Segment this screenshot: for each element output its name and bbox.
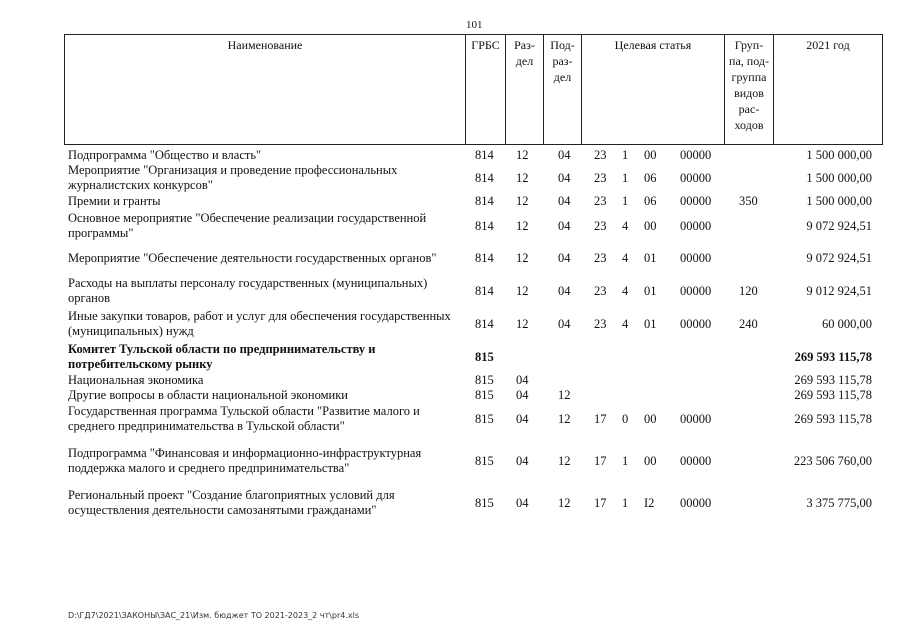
cell-sum: 3 375 775,00 <box>806 496 872 510</box>
cell-podrazdel: 04 <box>558 194 571 208</box>
cell-name-line: поддержка малого и среднего предпринимательства" <box>68 461 350 475</box>
cell-target-3: 06 <box>644 194 657 208</box>
cell-name-line: Государственная программа Тульской области "Развитие малого и <box>68 404 420 418</box>
cell-name-line: (муниципальных) нужд <box>68 324 194 338</box>
cell-razdel: 04 <box>516 412 529 426</box>
cell-target-3: 00 <box>644 148 657 162</box>
header-razdel-line: дел <box>515 54 534 68</box>
cell-grbs: 814 <box>475 148 494 162</box>
page-number: 101 <box>466 19 483 31</box>
cell-grbs: 815 <box>475 350 494 364</box>
cell-name-line: программы" <box>68 226 134 240</box>
cell-target-1: 23 <box>594 284 607 298</box>
cell-name <box>68 488 468 518</box>
cell-razdel: 04 <box>516 496 529 510</box>
cell-target-3: 00 <box>644 412 657 426</box>
cell-sum: 9 072 924,51 <box>806 219 872 233</box>
cell-podrazdel: 04 <box>558 251 571 265</box>
header-group-line: Груп- <box>734 38 764 52</box>
header-name-text: Наименование <box>227 38 303 52</box>
cell-sum: 269 593 115,78 <box>794 350 872 364</box>
header-podrazdel <box>543 35 581 144</box>
cell-target-2: 1 <box>622 454 629 468</box>
cell-name-line: среднего предпринимательства в Тульской области" <box>68 419 345 433</box>
cell-podrazdel: 04 <box>558 284 571 298</box>
header-group <box>724 35 773 144</box>
cell-target-4: 00000 <box>680 171 712 185</box>
table-row <box>0 251 905 266</box>
header-razdel-line: Раз- <box>514 38 535 52</box>
table-row <box>0 309 905 339</box>
header-target-text: Целевая статья <box>614 38 692 52</box>
header-group-line: па, под- <box>729 54 769 68</box>
cell-sum: 1 500 000,00 <box>806 148 872 162</box>
cell-target-4: 00000 <box>680 412 712 426</box>
cell-razdel: 04 <box>516 388 529 402</box>
cell-target-2: 1 <box>622 496 629 510</box>
cell-grbs: 814 <box>475 251 494 265</box>
table-row <box>0 163 905 193</box>
cell-target-1: 17 <box>594 412 607 426</box>
table-row <box>0 211 905 241</box>
cell-podrazdel: 12 <box>558 412 571 426</box>
cell-name-line: Другие вопросы в области национальной экономики <box>68 388 348 402</box>
cell-target-3: 00 <box>644 219 657 233</box>
header-group-line: видов <box>734 86 764 100</box>
cell-target-3: I2 <box>644 496 655 510</box>
cell-razdel: 12 <box>516 171 529 185</box>
cell-grbs: 814 <box>475 194 494 208</box>
cell-name <box>68 276 468 306</box>
cell-name <box>68 163 468 193</box>
cell-sum: 9 012 924,51 <box>806 284 872 298</box>
cell-grbs: 814 <box>475 219 494 233</box>
cell-target-3: 06 <box>644 171 657 185</box>
cell-target-1: 17 <box>594 496 607 510</box>
cell-group: 350 <box>739 194 758 208</box>
cell-name <box>68 194 468 209</box>
cell-target-3: 01 <box>644 317 657 331</box>
cell-name-line: органов <box>68 291 111 305</box>
cell-sum: 269 593 115,78 <box>794 412 872 426</box>
header-year <box>773 35 882 144</box>
table-row <box>0 446 905 476</box>
cell-target-2: 1 <box>622 171 629 185</box>
table-row <box>0 342 905 372</box>
cell-razdel: 12 <box>516 219 529 233</box>
cell-razdel: 12 <box>516 194 529 208</box>
cell-target-1: 23 <box>594 317 607 331</box>
cell-grbs: 814 <box>475 284 494 298</box>
header-year-text: 2021 год <box>806 38 850 52</box>
cell-razdel: 04 <box>516 454 529 468</box>
cell-podrazdel: 04 <box>558 171 571 185</box>
cell-podrazdel: 04 <box>558 148 571 162</box>
cell-name-line: Региональный проект "Создание благоприятных условий для <box>68 488 395 502</box>
cell-name <box>68 404 468 434</box>
cell-target-1: 23 <box>594 171 607 185</box>
cell-name-line: потребительскому рынку <box>68 357 213 371</box>
table-row <box>0 148 905 163</box>
header-grbs-text: ГРБС <box>471 38 500 52</box>
cell-target-4: 00000 <box>680 219 712 233</box>
cell-target-2: 4 <box>622 251 629 265</box>
cell-sum: 269 593 115,78 <box>794 373 872 387</box>
cell-target-2: 0 <box>622 412 629 426</box>
header-group-line: группа <box>731 70 767 84</box>
cell-podrazdel: 04 <box>558 317 571 331</box>
header-group-line: рас- <box>738 102 760 116</box>
cell-name-line: журналистских конкурсов" <box>68 178 213 192</box>
cell-sum: 269 593 115,78 <box>794 388 872 402</box>
cell-name <box>68 309 468 339</box>
cell-grbs: 814 <box>475 317 494 331</box>
footer-file-path: D:\ГД7\2021\ЗАКОНЫ\ЗАС_21\Изм. бюджет ТО 2021-2023_2 чт\pr4.xls <box>68 611 359 620</box>
cell-podrazdel: 04 <box>558 219 571 233</box>
cell-grbs: 814 <box>475 171 494 185</box>
cell-group: 240 <box>739 317 758 331</box>
cell-target-4: 00000 <box>680 317 712 331</box>
cell-target-1: 23 <box>594 251 607 265</box>
header-grbs <box>465 35 505 144</box>
cell-target-2: 1 <box>622 194 629 208</box>
cell-podrazdel: 12 <box>558 454 571 468</box>
cell-razdel: 12 <box>516 251 529 265</box>
header-podrazdel-line: раз- <box>552 54 573 68</box>
cell-name-line: Иные закупки товаров, работ и услуг для обеспечения государственных <box>68 309 451 323</box>
cell-target-3: 00 <box>644 454 657 468</box>
cell-name-line: Расходы на выплаты персоналу государственных (муниципальных) <box>68 276 428 290</box>
cell-name <box>68 446 468 476</box>
cell-grbs: 815 <box>475 454 494 468</box>
cell-target-1: 23 <box>594 148 607 162</box>
table-header <box>64 34 883 145</box>
cell-podrazdel: 12 <box>558 496 571 510</box>
cell-name-line: Мероприятие "Организация и проведение профессиональных <box>68 163 398 177</box>
table-row <box>0 373 905 388</box>
cell-name-line: Подпрограмма "Общество и власть" <box>68 148 262 162</box>
cell-name-line: Подпрограмма "Финансовая и информационно-инфраструктурная <box>68 446 422 460</box>
header-name <box>65 35 465 144</box>
cell-name-line: осуществления деятельности самозанятыми гражданами" <box>68 503 377 517</box>
table-row <box>0 388 905 403</box>
cell-target-1: 17 <box>594 454 607 468</box>
cell-name <box>68 373 468 388</box>
cell-target-3: 01 <box>644 284 657 298</box>
cell-target-2: 4 <box>622 317 629 331</box>
cell-target-2: 1 <box>622 148 629 162</box>
cell-name-line: Основное мероприятие "Обеспечение реализации государственной <box>68 211 427 225</box>
cell-target-4: 00000 <box>680 251 712 265</box>
cell-sum: 1 500 000,00 <box>806 194 872 208</box>
cell-grbs: 815 <box>475 412 494 426</box>
cell-razdel: 04 <box>516 373 529 387</box>
cell-target-2: 4 <box>622 219 629 233</box>
table-row <box>0 404 905 434</box>
cell-name-line: Мероприятие "Обеспечение деятельности государственных органов" <box>68 251 437 265</box>
cell-name <box>68 211 468 241</box>
header-podrazdel-line: дел <box>553 70 572 84</box>
header-razdel <box>505 35 543 144</box>
cell-sum: 60 000,00 <box>822 317 872 331</box>
table-row <box>0 276 905 306</box>
cell-target-1: 23 <box>594 219 607 233</box>
table-row <box>0 194 905 209</box>
cell-name <box>68 342 468 372</box>
cell-razdel: 12 <box>516 317 529 331</box>
table-row <box>0 488 905 518</box>
cell-name <box>68 388 468 403</box>
cell-grbs: 815 <box>475 373 494 387</box>
cell-target-4: 00000 <box>680 284 712 298</box>
cell-name <box>68 148 468 163</box>
cell-name-line: Комитет Тульской области по предпринимательству и <box>68 342 376 356</box>
header-group-line: ходов <box>734 118 764 132</box>
cell-target-2: 4 <box>622 284 629 298</box>
cell-podrazdel: 12 <box>558 388 571 402</box>
cell-target-3: 01 <box>644 251 657 265</box>
cell-target-4: 00000 <box>680 454 712 468</box>
header-target <box>581 35 724 144</box>
cell-sum: 1 500 000,00 <box>806 171 872 185</box>
cell-razdel: 12 <box>516 284 529 298</box>
cell-sum: 9 072 924,51 <box>806 251 872 265</box>
header-podrazdel-line: Под- <box>550 38 575 52</box>
cell-razdel: 12 <box>516 148 529 162</box>
cell-grbs: 815 <box>475 388 494 402</box>
cell-target-4: 00000 <box>680 194 712 208</box>
cell-grbs: 815 <box>475 496 494 510</box>
cell-target-4: 00000 <box>680 496 712 510</box>
cell-name-line: Национальная экономика <box>68 373 204 387</box>
cell-target-4: 00000 <box>680 148 712 162</box>
cell-name-line: Премии и гранты <box>68 194 161 208</box>
cell-target-1: 23 <box>594 194 607 208</box>
cell-name <box>68 251 468 266</box>
cell-sum: 223 506 760,00 <box>793 454 872 468</box>
cell-group: 120 <box>739 284 758 298</box>
